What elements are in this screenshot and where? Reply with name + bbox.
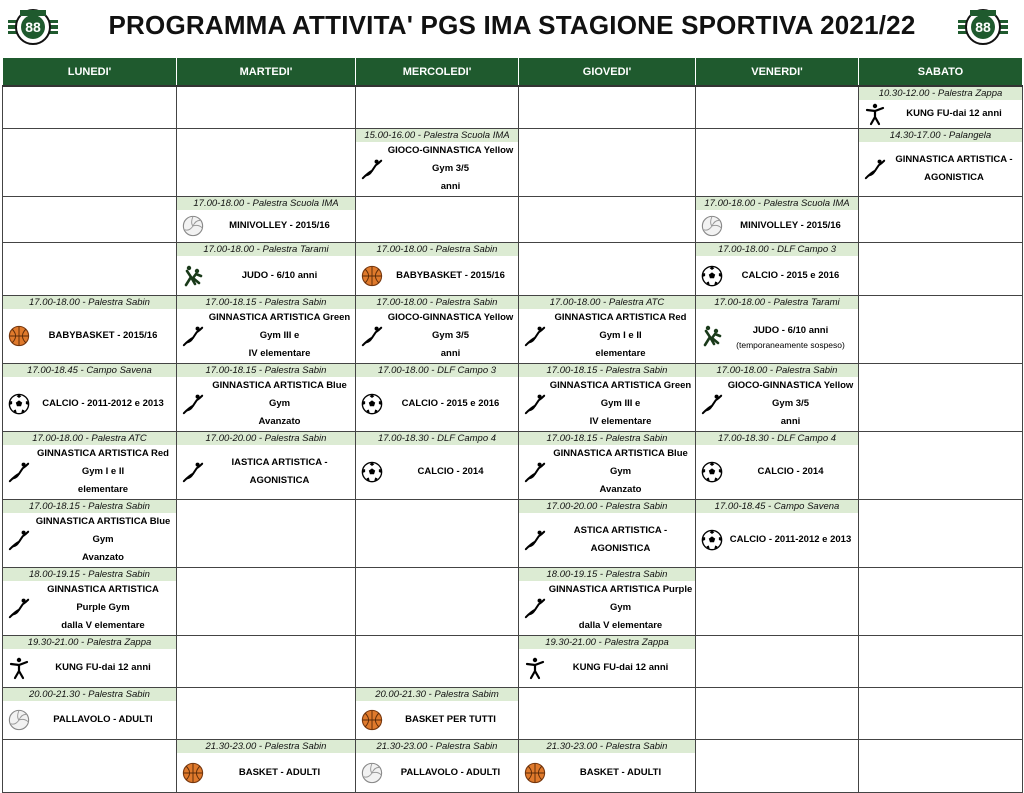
activity-label: [32, 327, 176, 345]
activity-label: [548, 445, 695, 499]
activity-time: 17.00-18.45 - Campo Savena: [696, 500, 858, 513]
activity-cell: [3, 636, 177, 688]
activity-cell: [177, 740, 356, 793]
gymnast-icon: [180, 323, 206, 349]
day-header-giovedi: GIOVEDI': [519, 58, 696, 87]
activity-time: 17.00-20.00 - Palestra Sabin: [177, 432, 355, 445]
schedule-row: [3, 740, 1023, 793]
activity-cell: [356, 740, 519, 793]
activity-time: 17.00-18.00 - Palestra Sabin: [356, 296, 518, 309]
empty-cell: [859, 568, 1023, 636]
activity-time: 21.30-23.00 - Palestra Sabin: [356, 740, 518, 753]
schedule-row: [3, 636, 1023, 688]
activity-name: CALCIO - 2015 e 2016: [741, 269, 840, 281]
schedule-row: [3, 86, 1023, 129]
activity-time: 17.00-20.00 - Palestra Sabin: [519, 500, 695, 513]
empty-cell: [356, 568, 519, 636]
activity-name: KUNG FU-dai 12 anni: [906, 108, 1002, 119]
activity-name: GINNASTICA ARTISTICA Purple Gym: [47, 584, 159, 613]
volleyball-icon: [180, 213, 206, 239]
activity-detail: Avanzato: [82, 552, 124, 563]
empty-cell: [3, 243, 177, 296]
empty-cell: [696, 636, 859, 688]
activity-time: 17.00-18.00 - Palestra Scuola IMA: [696, 197, 858, 210]
gymnast-icon: [522, 595, 548, 621]
activity-label: [206, 309, 355, 363]
activity-name: GINNASTICA ARTISTICA Blue Gym: [553, 448, 688, 477]
activity-name: GINNASTICA ARTISTICA -: [895, 154, 1013, 165]
gymnast-icon: [180, 391, 206, 417]
schedule-row: [3, 197, 1023, 243]
activity-label: [385, 267, 518, 285]
activity-time: 17.00-18.45 - Campo Savena: [3, 364, 176, 377]
empty-cell: [3, 740, 177, 793]
activity-label: [548, 659, 695, 677]
activity-label: [888, 105, 1022, 123]
activity-time: 17.00-18.15 - Palestra Sabin: [177, 364, 355, 377]
activity-name: IASTICA ARTISTICA - AGONISTICA: [231, 457, 328, 486]
schedule-table: [2, 57, 1023, 793]
empty-cell: [177, 688, 356, 740]
empty-cell: [859, 500, 1023, 568]
activity-name: GINNASTICA ARTISTICA Blue Gym: [212, 380, 347, 409]
activity-label: [725, 463, 858, 481]
schedule-row: [3, 688, 1023, 740]
empty-cell: [177, 636, 356, 688]
activity-name: CALCIO - 2015 e 2016: [401, 398, 500, 409]
activity-name: MINIVOLLEY - 2015/16: [740, 220, 841, 231]
schedule-row: [3, 568, 1023, 636]
activity-name: CALCIO - 2011-2012 e 2013: [42, 398, 164, 409]
judo-icon: [699, 323, 725, 349]
gymnast-icon: [180, 459, 206, 485]
empty-cell: [859, 636, 1023, 688]
activity-label: [888, 151, 1022, 187]
empty-cell: [356, 197, 519, 243]
activity-name: KUNG FU-dai 12 anni: [572, 662, 669, 673]
gymnast-icon: [359, 156, 385, 182]
day-header-row: [3, 58, 1023, 87]
activity-cell: [3, 688, 177, 740]
basketball-icon: [522, 760, 548, 786]
empty-cell: [3, 197, 177, 243]
activity-name: GINNASTICA ARTISTICA Purple Gym: [548, 584, 693, 613]
activity-time: 18.00-19.15 - Palestra Sabin: [3, 568, 176, 581]
logo-number: 88: [25, 19, 41, 35]
judo-icon: [180, 263, 206, 289]
activity-name: GINNASTICA ARTISTICA Blue Gym: [35, 516, 171, 545]
activity-label: [206, 764, 355, 782]
activity-name: BASKET - ADULTI: [579, 766, 662, 778]
activity-cell: [696, 364, 859, 432]
empty-cell: [177, 568, 356, 636]
schedule-row: [3, 500, 1023, 568]
empty-cell: [177, 500, 356, 568]
activity-detail: dalla V elementare: [578, 620, 663, 631]
activity-cell: [356, 296, 519, 364]
schedule-row: [3, 364, 1023, 432]
activity-label: [385, 711, 518, 729]
activity-label: [385, 309, 518, 363]
schedule-row: [3, 243, 1023, 296]
activity-name: GINNASTICA ARTISTICA Red Gym I e II: [37, 448, 169, 477]
activity-name: BASKET - ADULTI: [238, 766, 321, 778]
martial-arts-icon: [522, 655, 548, 681]
activity-cell: [696, 296, 859, 364]
activity-cell: [859, 86, 1023, 129]
activity-label: [548, 309, 695, 363]
activity-label: [206, 454, 355, 490]
activity-name: GINNASTICA ARTISTICA Green Gym III e: [549, 380, 692, 409]
empty-cell: [177, 129, 356, 197]
activity-name: PALLAVOLO - ADULTI: [400, 766, 501, 778]
empty-cell: [356, 86, 519, 129]
activity-time: 18.00-19.15 - Palestra Sabin: [519, 568, 695, 581]
activity-cell: [696, 500, 859, 568]
empty-cell: [696, 568, 859, 636]
empty-cell: [696, 86, 859, 129]
volleyball-icon: [359, 760, 385, 786]
activity-label: [32, 659, 176, 677]
activity-detail: anni: [780, 416, 801, 427]
gymnast-icon: [6, 595, 32, 621]
activity-detail: Avanzato: [258, 416, 301, 427]
activity-label: [385, 463, 518, 481]
activity-cell: [356, 432, 519, 500]
activity-time: 17.00-18.00 - DLF Campo 3: [696, 243, 858, 256]
activity-time: 17.00-18.00 - DLF Campo 3: [356, 364, 518, 377]
activity-label: [548, 581, 695, 635]
activity-time: 17.00-18.00 - Palestra ATC: [3, 432, 176, 445]
activity-time: 17.00-18.00 - Palestra Tarami: [177, 243, 355, 256]
activity-time: 19.30-21.00 - Palestra Zappa: [3, 636, 176, 649]
activity-label: [206, 267, 355, 285]
empty-cell: [859, 740, 1023, 793]
activity-time: 17.00-18.15 - Palestra Sabin: [3, 500, 176, 513]
activity-cell: [177, 197, 356, 243]
activity-cell: [3, 296, 177, 364]
day-header-martedi: MARTEDI': [177, 58, 356, 87]
empty-cell: [859, 432, 1023, 500]
activity-time: 17.00-18.00 - Palestra Sabin: [696, 364, 858, 377]
activity-time: 20.00-21.30 - Palestra Sabin: [3, 688, 176, 701]
activity-name: KUNG FU-dai 12 anni: [55, 662, 151, 673]
activity-name: BASKET PER TUTTI: [405, 714, 496, 725]
activity-time: 20.00-21.30 - Palestra Sabim: [356, 688, 518, 701]
activity-name: JUDO - 6/10 anni: [752, 324, 829, 336]
activity-name: GINNASTICA ARTISTICA Red Gym I e II: [554, 312, 687, 341]
activity-cell: [3, 364, 177, 432]
activity-name: GIOCO-GINNASTICA Yellow Gym 3/5: [387, 312, 514, 341]
schedule-row: [3, 129, 1023, 197]
activity-cell: [177, 243, 356, 296]
schedule-row: [3, 432, 1023, 500]
activity-cell: [3, 500, 177, 568]
empty-cell: [177, 86, 356, 129]
activity-cell: [177, 364, 356, 432]
activity-time: 10.30-12.00 - Palestra Zappa: [859, 87, 1022, 100]
activity-time: 17.00-18.00 - Palestra Tarami: [696, 296, 858, 309]
activity-name: BABYBASKET - 2015/16: [396, 269, 505, 281]
activity-label: [32, 581, 176, 635]
gymnast-icon: [522, 459, 548, 485]
activity-name: CALCIO - 2014: [417, 466, 484, 477]
activity-label: [32, 395, 176, 413]
activity-time: 17.00-18.00 - Palestra Sabin: [3, 296, 176, 309]
activity-cell: [519, 636, 696, 688]
empty-cell: [519, 243, 696, 296]
day-header-mercoledi: MERCOLEDI': [356, 58, 519, 87]
gymnast-icon: [522, 391, 548, 417]
activity-detail: AGONISTICA: [924, 172, 984, 183]
activity-cell: [177, 432, 356, 500]
basketball-icon: [359, 707, 385, 733]
day-header-venerdi: VENERDI': [696, 58, 859, 87]
empty-cell: [519, 688, 696, 740]
activity-label: [32, 513, 176, 567]
activity-label: [548, 522, 695, 558]
activity-time: 17.00-18.00 - Palestra Scuola IMA: [177, 197, 355, 210]
activity-detail: anni: [440, 348, 461, 359]
empty-cell: [859, 243, 1023, 296]
gymnast-icon: [6, 527, 32, 553]
activity-detail: elementare: [77, 484, 129, 495]
logo-number: 88: [975, 19, 991, 35]
empty-cell: [696, 129, 859, 197]
empty-cell: [696, 740, 859, 793]
activity-label: [725, 267, 858, 285]
activity-time: 17.00-18.30 - DLF Campo 4: [356, 432, 518, 445]
activity-label: [725, 377, 858, 431]
page-header: [0, 0, 1024, 56]
activity-time: 17.00-18.00 - Palestra ATC: [519, 296, 695, 309]
activity-cell: [519, 364, 696, 432]
activity-label: [206, 377, 355, 431]
day-header-sabato: SABATO: [859, 58, 1023, 87]
activity-label: [548, 764, 695, 782]
schedule-row: [3, 296, 1023, 364]
volleyball-icon: [6, 707, 32, 733]
activity-name: PALLAVOLO - ADULTI: [53, 714, 153, 725]
activity-detail: Avanzato: [599, 484, 642, 495]
empty-cell: [519, 129, 696, 197]
club-logo-right: [958, 6, 1008, 48]
gymnast-icon: [699, 391, 725, 417]
activity-time: 17.00-18.15 - Palestra Sabin: [519, 364, 695, 377]
activity-label: [385, 395, 518, 413]
activity-label: [32, 711, 176, 729]
empty-cell: [519, 197, 696, 243]
empty-cell: [356, 636, 519, 688]
activity-time: 17.00-18.15 - Palestra Sabin: [177, 296, 355, 309]
activity-name: CALCIO - 2011-2012 e 2013: [729, 534, 852, 545]
activity-label: [725, 531, 858, 549]
activity-time: 17.00-18.30 - DLF Campo 4: [696, 432, 858, 445]
activity-label: [385, 764, 518, 782]
activity-cell: [356, 364, 519, 432]
activity-cell: [177, 296, 356, 364]
activity-time: 19.30-21.00 - Palestra Zappa: [519, 636, 695, 649]
empty-cell: [356, 500, 519, 568]
activity-time: 17.00-18.00 - Palestra Sabin: [356, 243, 518, 256]
volleyball-icon: [699, 213, 725, 239]
activity-time: 15.00-16.00 - Palestra Scuola IMA: [356, 129, 518, 142]
activity-name: MINIVOLLEY - 2015/16: [229, 220, 330, 231]
activity-cell: [519, 432, 696, 500]
page-title: PROGRAMMA ATTIVITA' PGS IMA STAGIONE SPORTIVA 2021/22: [108, 10, 916, 40]
soccer-ball-icon: [699, 527, 725, 553]
activity-detail: dalla V elementare: [61, 620, 145, 631]
gymnast-icon: [862, 156, 888, 182]
activity-name: BABYBASKET - 2015/16: [48, 330, 158, 341]
activity-label: [32, 445, 176, 499]
activity-cell: [519, 740, 696, 793]
gymnast-icon: [6, 459, 32, 485]
empty-cell: [859, 296, 1023, 364]
activity-cell: [356, 243, 519, 296]
activity-cell: [519, 500, 696, 568]
basketball-icon: [6, 323, 32, 349]
gymnast-icon: [522, 527, 548, 553]
empty-cell: [3, 86, 177, 129]
basketball-icon: [359, 263, 385, 289]
empty-cell: [3, 129, 177, 197]
soccer-ball-icon: [699, 459, 725, 485]
gymnast-icon: [522, 323, 548, 349]
activity-detail: IV elementare: [589, 416, 652, 427]
activity-time: 17.00-18.15 - Palestra Sabin: [519, 432, 695, 445]
activity-name: ASTICA ARTISTICA - AGONISTICA: [573, 525, 668, 554]
activity-time: 14.30-17.00 - Palangela: [859, 129, 1022, 142]
activity-cell: [356, 129, 519, 197]
activity-cell: [519, 296, 696, 364]
activity-detail: elementare: [595, 348, 646, 359]
activity-name: CALCIO - 2014: [757, 466, 824, 477]
activity-cell: [519, 568, 696, 636]
empty-cell: [519, 86, 696, 129]
activity-label: [548, 377, 695, 431]
soccer-ball-icon: [699, 263, 725, 289]
activity-label: [385, 142, 518, 196]
activity-detail: IV elementare: [248, 348, 311, 359]
activity-label: [206, 217, 355, 235]
activity-name: GINNASTICA ARTISTICA Green Gym III e: [208, 312, 351, 341]
activity-cell: [696, 197, 859, 243]
basketball-icon: [180, 760, 206, 786]
martial-arts-icon: [6, 655, 32, 681]
activity-detail: (temporaneamente sospeso): [736, 339, 845, 350]
soccer-ball-icon: [359, 459, 385, 485]
activity-cell: [3, 568, 177, 636]
activity-label: [725, 322, 858, 351]
empty-cell: [696, 688, 859, 740]
activity-cell: [696, 243, 859, 296]
martial-arts-icon: [862, 101, 888, 127]
activity-name: JUDO - 6/10 anni: [241, 269, 318, 281]
activity-cell: [696, 432, 859, 500]
empty-cell: [859, 364, 1023, 432]
empty-cell: [859, 197, 1023, 243]
activity-name: GIOCO-GINNASTICA Yellow Gym 3/5: [387, 145, 514, 174]
activity-name: GIOCO-GINNASTICA Yellow Gym 3/5: [727, 380, 854, 409]
activity-time: 21.30-23.00 - Palestra Sabin: [519, 740, 695, 753]
soccer-ball-icon: [359, 391, 385, 417]
gymnast-icon: [359, 323, 385, 349]
empty-cell: [859, 688, 1023, 740]
activity-time: 21.30-23.00 - Palestra Sabin: [177, 740, 355, 753]
activity-cell: [3, 432, 177, 500]
day-header-lunedi: LUNEDI': [3, 58, 177, 87]
activity-cell: [356, 688, 519, 740]
activity-detail: anni: [440, 181, 461, 192]
activity-label: [725, 217, 858, 235]
soccer-ball-icon: [6, 391, 32, 417]
activity-cell: [859, 129, 1023, 197]
